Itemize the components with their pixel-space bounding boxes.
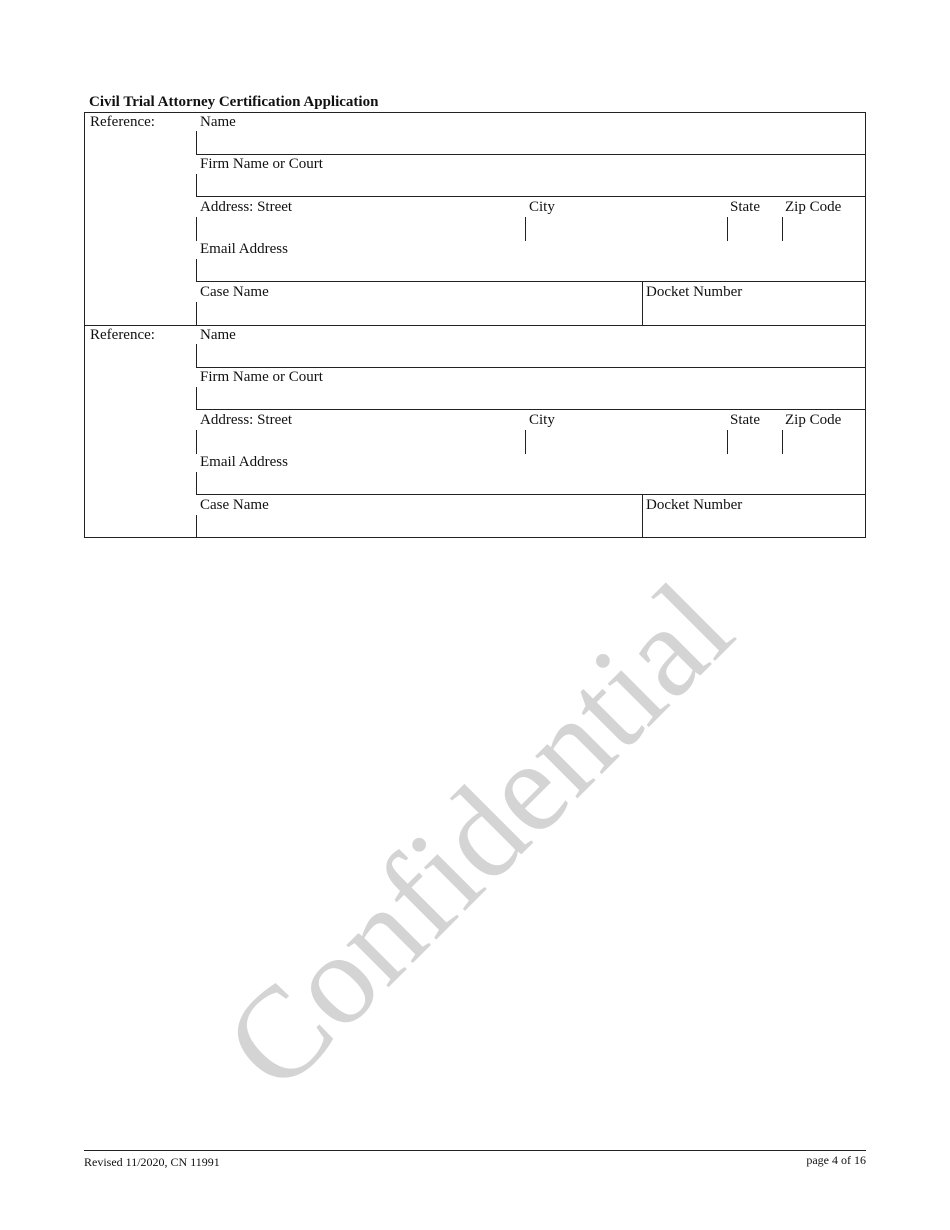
email-field[interactable] [196,472,197,495]
revision-note: Revised 11/2020, CN 11991 [84,1155,220,1169]
firm-label: Firm Name or Court [200,156,323,172]
email-label: Email Address [200,241,288,257]
references-table [84,112,866,538]
reference-block-1 [85,113,865,325]
zip-label: Zip Code [785,412,842,428]
name-label: Name [200,114,236,130]
zip-field[interactable] [782,430,783,454]
divider [196,154,865,155]
name-field[interactable] [196,131,197,155]
zip-field[interactable] [782,217,783,241]
firm-field[interactable] [196,174,197,197]
case-name-label: Case Name [200,284,269,300]
city-label: City [529,412,555,428]
email-label: Email Address [200,454,288,470]
state-label: State [730,199,760,215]
divider [196,196,865,197]
divider [196,281,865,282]
city-field[interactable] [525,430,526,454]
divider [196,409,865,410]
divider [196,367,865,368]
name-label: Name [200,327,236,343]
form-title: Civil Trial Attorney Certification Application [89,94,379,110]
city-field[interactable] [525,217,526,241]
docket-field[interactable] [642,495,643,538]
street-field[interactable] [196,430,197,454]
docket-label: Docket Number [646,284,743,300]
docket-field[interactable] [642,282,643,325]
docket-label: Docket Number [646,497,743,513]
street-field[interactable] [196,217,197,241]
email-field[interactable] [196,259,197,282]
name-field[interactable] [196,344,197,368]
reference-label: Reference: [90,114,155,130]
firm-field[interactable] [196,387,197,410]
footer-divider [84,1150,866,1151]
state-field[interactable] [727,217,728,241]
case-name-field[interactable] [196,515,197,538]
reference-label: Reference: [90,327,155,343]
confidential-watermark: Confidential [197,555,760,1118]
firm-label: Firm Name or Court [200,369,323,385]
state-field[interactable] [727,430,728,454]
case-name-field[interactable] [196,302,197,325]
city-label: City [529,199,555,215]
case-name-label: Case Name [200,497,269,513]
street-label: Address: Street [200,199,293,215]
page-number: page 4 of 16 [806,1153,866,1167]
divider [196,494,865,495]
state-label: State [730,412,760,428]
zip-label: Zip Code [785,199,842,215]
reference-block-2 [85,325,865,538]
street-label: Address: Street [200,412,293,428]
